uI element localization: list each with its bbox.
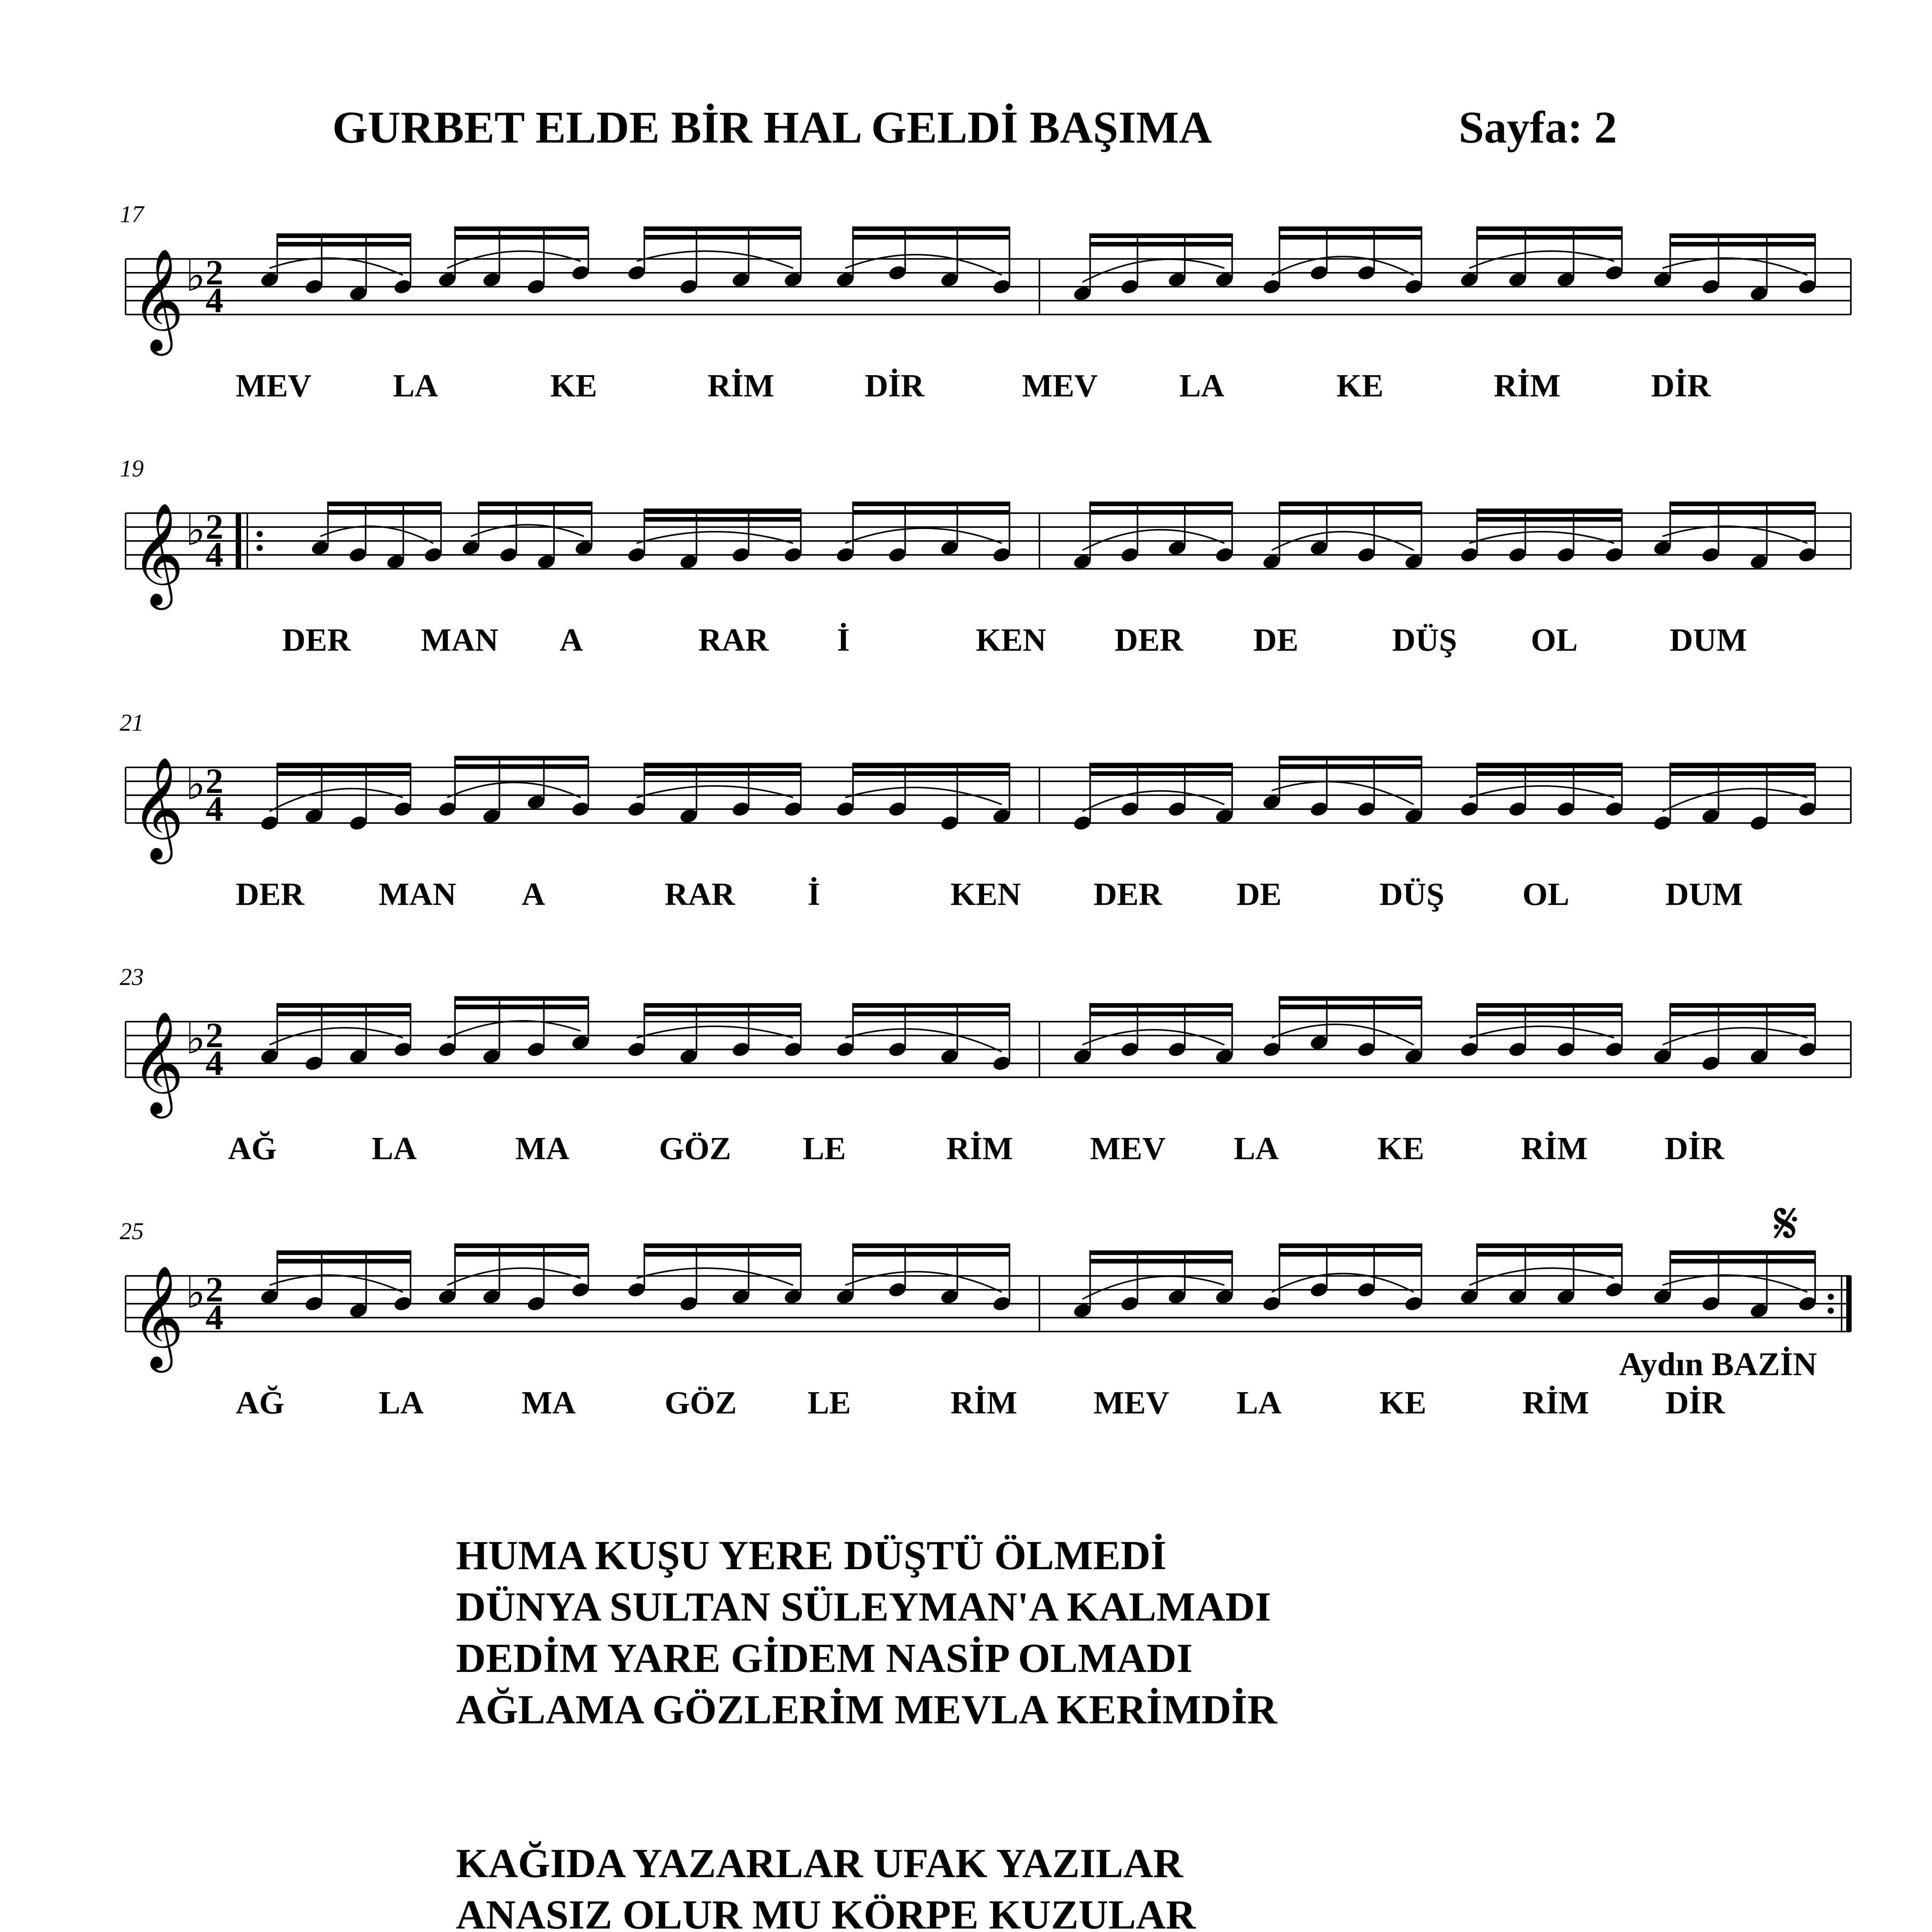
beam	[852, 235, 1010, 240]
beam	[454, 235, 589, 240]
beam	[852, 1003, 1010, 1008]
lyric-syllable: KE	[1337, 368, 1384, 404]
lyric-syllable: KE	[1379, 1385, 1427, 1421]
lyric-syllable: DİR	[1665, 1131, 1725, 1167]
beam	[1089, 1259, 1233, 1264]
repeat-dot	[1828, 1294, 1834, 1300]
lyric-syllable: DÜŞ	[1379, 876, 1445, 912]
beam	[1670, 763, 1816, 767]
beam	[1279, 510, 1422, 515]
lyric-syllable: DUM	[1665, 876, 1743, 912]
lyric-syllable: KE	[550, 368, 597, 404]
beam	[454, 756, 589, 760]
repeat-dot	[257, 531, 263, 537]
staff-notation	[116, 224, 1855, 351]
lyric-syllable: A	[522, 876, 545, 912]
song-title: GURBET ELDE BİR HAL GELDİ BAŞIMA	[332, 102, 1212, 153]
beam	[644, 763, 802, 767]
lyric-syllable: LA	[379, 1385, 424, 1421]
treble-clef-icon: 𝄞	[131, 1265, 184, 1368]
lyric-syllable: DUM	[1669, 622, 1747, 658]
staff-system-3	[116, 709, 1855, 926]
final-barline-thick	[1846, 1276, 1852, 1332]
beam	[277, 1250, 412, 1255]
verse-line: AĞLAMA GÖZLERİM MEVLA KERİMDİR	[456, 1687, 1277, 1733]
repeat-dot	[1828, 1308, 1834, 1314]
measure-number: 25	[120, 1218, 144, 1245]
verse-line: KAĞIDA YAZARLAR UFAK YAZILAR	[456, 1841, 1183, 1886]
beam	[644, 1012, 802, 1016]
beam	[1089, 1003, 1233, 1008]
treble-clef-icon: 𝄞	[131, 248, 184, 351]
beam	[478, 510, 593, 515]
beam	[852, 1012, 1010, 1016]
beam	[1089, 1250, 1233, 1255]
measure-number: 21	[120, 710, 144, 736]
slur	[1663, 789, 1808, 811]
lyric-syllable: DİR	[1651, 368, 1711, 404]
beam	[1089, 502, 1233, 506]
lyric-syllable: GÖZ	[665, 1385, 737, 1421]
beam	[852, 1252, 1010, 1257]
beam	[644, 771, 802, 776]
beam	[644, 1003, 802, 1008]
beam	[1279, 502, 1422, 506]
measure-number: 17	[120, 201, 144, 228]
lyric-syllable: DE	[1236, 876, 1282, 912]
lyric-syllable: DER	[1114, 622, 1183, 658]
beam	[644, 1252, 802, 1257]
beam	[1476, 1012, 1623, 1016]
beam	[852, 502, 1010, 506]
lyric-syllable: MEV	[1090, 1131, 1166, 1167]
beam	[1089, 1012, 1233, 1016]
lyric-syllable: MEV	[1022, 368, 1098, 404]
lyric-syllable: İ	[837, 622, 850, 658]
beam	[327, 502, 442, 506]
beam	[644, 1243, 802, 1248]
beam	[277, 763, 412, 767]
staff-system-5	[116, 1218, 1855, 1434]
beam	[644, 235, 802, 240]
lyric-syllable: RİM	[1494, 368, 1561, 404]
lyric-syllable: LE	[808, 1385, 851, 1421]
time-signature-top: 2	[206, 1015, 223, 1055]
beam	[1476, 763, 1623, 767]
repeat-dot	[257, 545, 263, 551]
lyric-syllable: GÖZ	[659, 1131, 731, 1167]
flat-icon: ♭	[185, 760, 206, 809]
time-signature-bottom: 4	[206, 281, 223, 320]
page-label: Sayfa: 2	[1459, 102, 1617, 153]
lyric-syllable: RİM	[1522, 1385, 1589, 1421]
beam	[852, 771, 1010, 776]
beam	[1476, 1003, 1623, 1008]
beam	[277, 771, 412, 776]
beam	[1670, 233, 1816, 238]
beam	[1279, 1243, 1422, 1248]
verse-line: DÜNYA SULTAN SÜLEYMAN'A KALMADI	[456, 1584, 1271, 1630]
lyric-syllable: DİR	[1665, 1385, 1725, 1421]
beam	[1279, 1005, 1422, 1009]
lyric-syllable: MEV	[1094, 1385, 1169, 1421]
beam	[1476, 1252, 1623, 1257]
verse-2	[456, 1838, 1290, 1932]
lyric-syllable: A	[560, 622, 583, 658]
lyric-syllable: LA	[1233, 1131, 1279, 1167]
verse-line: ANASIZ OLUR MU KÖRPE KUZULAR	[456, 1892, 1196, 1932]
lyric-syllable: MEV	[236, 368, 311, 404]
beam	[1089, 771, 1233, 776]
measure-number: 19	[120, 456, 144, 482]
beam	[644, 226, 802, 231]
time-signature-top: 2	[206, 507, 223, 546]
beam	[277, 242, 412, 247]
beam	[644, 517, 802, 522]
verse-1	[456, 1530, 1290, 1736]
beam	[1670, 1003, 1816, 1008]
beam	[1089, 763, 1233, 767]
beam	[1089, 242, 1233, 247]
lyric-syllable: MA	[515, 1131, 570, 1167]
beam	[454, 996, 589, 1001]
lyric-syllable: MAN	[379, 876, 456, 912]
lyric-syllable: OL	[1531, 622, 1578, 658]
lyric-syllable: RİM	[707, 368, 774, 404]
beam	[852, 510, 1010, 515]
measure-number: 23	[120, 964, 144, 990]
slur	[1082, 259, 1225, 282]
lyric-syllable: LA	[1236, 1385, 1282, 1421]
time-signature-bottom: 4	[206, 1043, 223, 1083]
beam	[1476, 771, 1623, 776]
staff-system-2	[116, 455, 1855, 672]
staff-notation	[116, 478, 1855, 605]
time-signature-top: 2	[206, 761, 223, 801]
lyric-syllable: RAR	[698, 622, 769, 658]
lyrics-verses	[456, 1530, 1290, 1932]
beam	[1279, 235, 1422, 240]
treble-clef-icon: 𝄞	[131, 757, 184, 860]
lyric-syllable: RİM	[946, 1131, 1013, 1167]
lyric-syllable: AĞ	[236, 1385, 284, 1421]
staff-system-4	[116, 964, 1855, 1180]
lyric-syllable: OL	[1522, 876, 1570, 912]
beam	[852, 1243, 1010, 1248]
lyric-syllable: DÜŞ	[1392, 622, 1457, 658]
beam	[454, 1005, 589, 1009]
lyric-syllable: RİM	[951, 1385, 1017, 1421]
flat-icon: ♭	[185, 251, 206, 301]
beam	[327, 510, 442, 515]
slur	[1082, 1030, 1225, 1045]
beam	[852, 763, 1010, 767]
beam	[277, 1003, 412, 1008]
beam	[1476, 509, 1623, 513]
beam	[1670, 1012, 1816, 1016]
time-signature-bottom: 4	[206, 535, 223, 574]
beam	[454, 1243, 589, 1248]
beam	[454, 764, 589, 769]
time-signature-bottom: 4	[206, 1298, 223, 1337]
time-signature-bottom: 4	[206, 789, 223, 828]
beam	[1279, 1252, 1422, 1257]
beam	[644, 509, 802, 513]
lyric-syllable: RİM	[1521, 1131, 1588, 1167]
beam	[1670, 1259, 1816, 1264]
beam	[277, 233, 412, 238]
time-signature-top: 2	[206, 253, 223, 292]
flat-icon: ♭	[185, 1268, 206, 1318]
lyric-syllable: LA	[1179, 368, 1225, 404]
lyric-syllable: KEN	[951, 876, 1021, 912]
lyric-syllable: KEN	[976, 622, 1046, 658]
lyric-syllable: MA	[522, 1385, 576, 1421]
treble-clef-icon: 𝄞	[131, 502, 184, 605]
beam	[277, 1012, 412, 1016]
staff-system-1	[116, 201, 1855, 417]
beam	[1670, 502, 1816, 506]
beam	[277, 1259, 412, 1264]
lyric-syllable: DE	[1253, 622, 1299, 658]
lyric-syllable: DER	[1094, 876, 1162, 912]
flat-icon: ♭	[185, 1014, 206, 1063]
beam	[478, 502, 593, 506]
beam	[1279, 764, 1422, 769]
lyric-syllable: İ	[808, 876, 820, 912]
lyric-syllable: DER	[282, 622, 351, 658]
beam	[454, 1252, 589, 1257]
beam	[1670, 510, 1816, 515]
lyric-syllable: AĞ	[228, 1131, 277, 1167]
beam	[454, 226, 589, 231]
lyric-syllable: RAR	[665, 876, 735, 912]
staff-notation	[116, 733, 1855, 860]
lyric-syllable: DİR	[865, 368, 925, 404]
lyric-syllable: MAN	[421, 622, 498, 658]
slur	[1272, 782, 1414, 804]
slur	[1272, 1024, 1414, 1045]
slur	[845, 1029, 1002, 1052]
lyric-syllable: DER	[236, 876, 304, 912]
slur	[1082, 530, 1225, 550]
verse-line: HUMA KUŞU YERE DÜŞTÜ ÖLMEDİ	[456, 1533, 1167, 1578]
beam	[1476, 235, 1623, 240]
lyric-syllable: LA	[393, 368, 438, 404]
beam	[1476, 517, 1623, 522]
slur	[1082, 1276, 1225, 1299]
flat-icon: ♭	[185, 505, 206, 555]
beam	[852, 226, 1010, 231]
beam	[1670, 242, 1816, 247]
composer-credit: Aydın BAZİN	[1619, 1345, 1817, 1383]
beam	[1279, 756, 1422, 760]
segno-icon: 𝄋	[1774, 1190, 1799, 1257]
beam	[1279, 226, 1422, 231]
beam	[1476, 226, 1623, 231]
staff-notation	[116, 987, 1855, 1114]
lyric-syllable: LA	[371, 1131, 417, 1167]
beam	[1279, 996, 1422, 1001]
verse-line: DEDİM YARE GİDEM NASİP OLMADI	[456, 1636, 1193, 1681]
slur	[270, 789, 403, 811]
treble-clef-icon: 𝄞	[131, 1011, 184, 1114]
beam	[1089, 233, 1233, 238]
time-signature-top: 2	[206, 1270, 223, 1309]
lyric-syllable: LE	[803, 1131, 846, 1167]
lyric-syllable: KE	[1377, 1131, 1424, 1167]
repeat-barline-thick	[236, 513, 241, 569]
beam	[1089, 510, 1233, 515]
beam	[1670, 771, 1816, 776]
beam	[1476, 1243, 1623, 1248]
